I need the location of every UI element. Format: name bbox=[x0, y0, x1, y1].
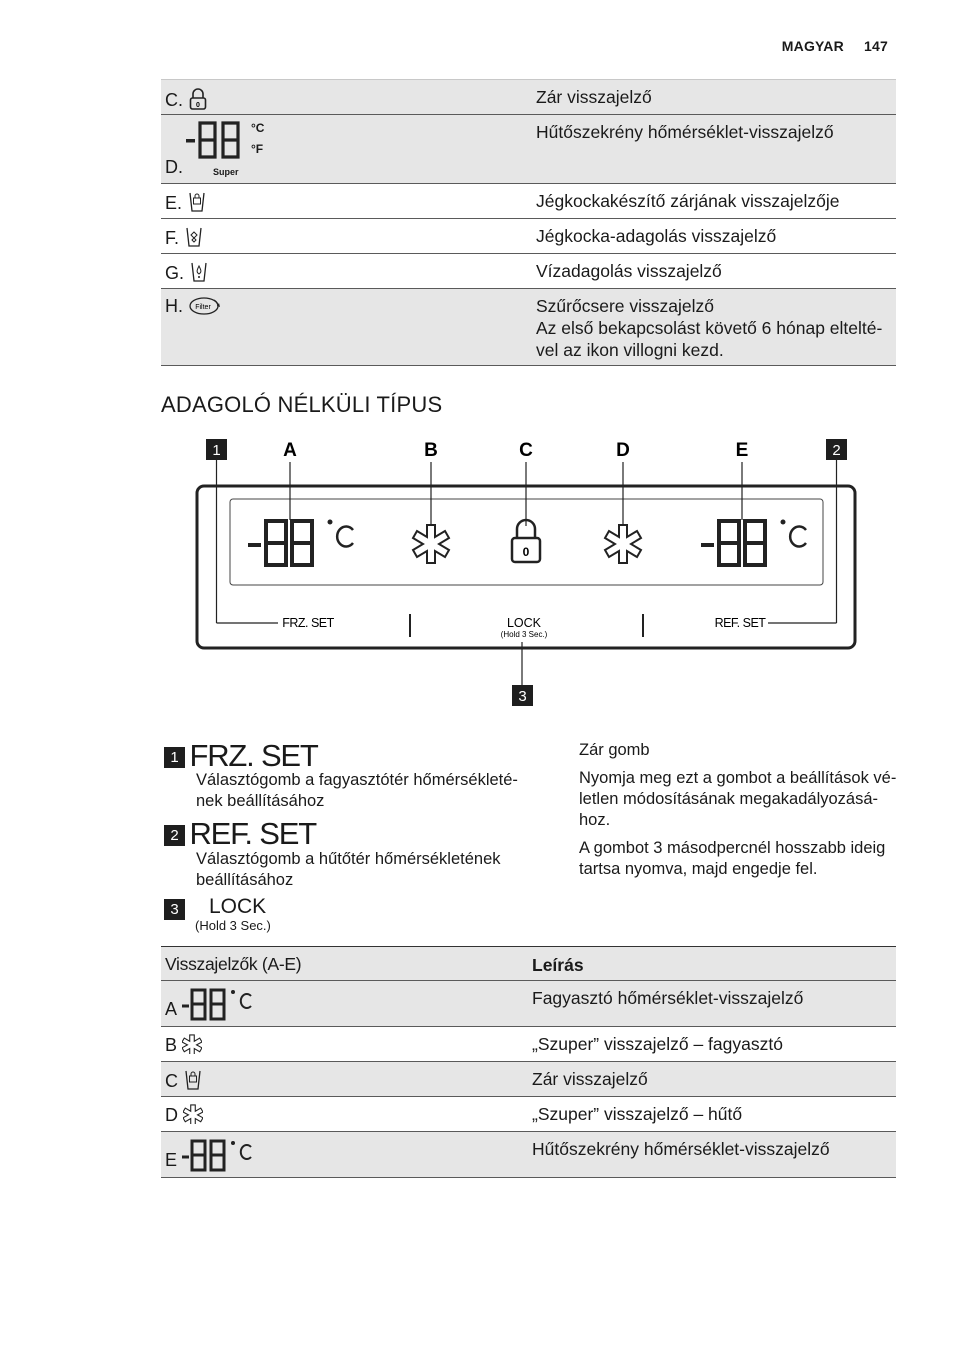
lock-info-line: A gombot 3 másodpercnél hosszabb ideig bbox=[579, 839, 886, 857]
row-letter: D bbox=[165, 1105, 178, 1125]
table-header-row bbox=[161, 947, 896, 981]
legend-title-1: FRZ. SET bbox=[189, 738, 318, 773]
lock-info-line: Nyomja meg ezt a gombot a beállítások vé- bbox=[579, 769, 897, 787]
lock-info-line: tartsa nyomva, majd engedje fel. bbox=[579, 860, 818, 878]
table-row bbox=[161, 80, 896, 115]
row-desc: Hűtőszekrény hőmérséklet-visszajelző bbox=[532, 115, 896, 184]
row-letter: D. bbox=[165, 157, 183, 177]
page-header bbox=[766, 38, 888, 54]
snowflake-icon bbox=[605, 525, 641, 563]
ref-set-button[interactable]: REF. SET bbox=[714, 616, 766, 630]
row-letter: C. bbox=[165, 90, 183, 110]
ice-cube-dispense-icon bbox=[184, 226, 204, 248]
legend-desc-line: Választógomb a hűtőtér hőmérsékletének bbox=[196, 850, 501, 868]
legend-title-3: LOCK bbox=[209, 895, 267, 918]
label-d: D bbox=[616, 440, 630, 461]
page-number: 147 bbox=[864, 38, 888, 54]
table-row bbox=[161, 289, 896, 366]
label-e: E bbox=[735, 440, 749, 461]
legend-desc-1 bbox=[196, 770, 518, 812]
legend-num-2: 2 bbox=[164, 825, 185, 846]
row-desc: „Szuper” visszajelző – hűtő bbox=[528, 1097, 896, 1132]
water-dispense-icon bbox=[189, 261, 209, 283]
snowflake-icon bbox=[413, 525, 449, 563]
svg-text:0: 0 bbox=[522, 545, 530, 559]
legend-desc-line: beállításához bbox=[196, 871, 294, 889]
snowflake-icon bbox=[182, 1034, 202, 1054]
row-letter: C bbox=[165, 1071, 178, 1091]
ice-maker-lock-icon bbox=[187, 191, 207, 213]
table-row bbox=[161, 1097, 896, 1132]
lock-info-title: Zár gomb bbox=[579, 741, 650, 759]
row-letter: F. bbox=[165, 228, 180, 248]
unit-fahrenheit: °F bbox=[251, 142, 264, 156]
table-row bbox=[161, 115, 896, 184]
freezer-temp-display bbox=[248, 521, 312, 565]
label-a: A bbox=[283, 440, 297, 461]
lock-info bbox=[579, 740, 896, 880]
row-desc: „Szuper” visszajelző – fagyasztó bbox=[528, 1027, 896, 1062]
super-label: Super bbox=[213, 167, 239, 177]
lock-icon bbox=[188, 88, 208, 110]
indicator-table-bottom bbox=[161, 946, 896, 1178]
row-desc-line3: vel az ikon villogni kezd. bbox=[536, 340, 724, 360]
ice-maker-lock-icon bbox=[183, 1069, 203, 1091]
row-desc-line2: Az első bekapcsolást követő 6 hónap eltelté- bbox=[536, 318, 883, 338]
table-row bbox=[161, 184, 896, 219]
lock-info-line: hoz. bbox=[579, 811, 611, 829]
legend-desc-line: Választógomb a fagyasztótér hőmérsékleté- bbox=[196, 771, 518, 789]
legend-item-3 bbox=[164, 899, 185, 920]
legend-num-3: 3 bbox=[164, 899, 185, 920]
legend-desc-line: nek beállításához bbox=[196, 792, 325, 810]
row-desc: Vízadagolás visszajelző bbox=[532, 254, 896, 289]
label-b: B bbox=[424, 440, 438, 461]
callout-2: 2 bbox=[832, 442, 841, 459]
column-header-description: Leírás bbox=[528, 947, 896, 981]
filter-icon bbox=[188, 296, 222, 316]
row-letter: E bbox=[165, 1150, 178, 1170]
table-row bbox=[161, 1132, 896, 1178]
unit-celsius: °C bbox=[251, 121, 265, 135]
table-row bbox=[161, 981, 896, 1027]
row-desc: Jégkockakészítő zárjának visszajelzője bbox=[532, 184, 896, 219]
seven-segment-display-icon bbox=[181, 1138, 261, 1174]
control-panel-diagram bbox=[190, 436, 870, 716]
legend-num-1: 1 bbox=[164, 747, 185, 768]
callout-3: 3 bbox=[518, 688, 527, 705]
legend-hold-3: (Hold 3 Sec.) bbox=[195, 918, 271, 933]
row-letter: B bbox=[165, 1035, 178, 1055]
lock-hold-label: (Hold 3 Sec.) bbox=[500, 630, 548, 639]
indicator-table-top bbox=[161, 79, 896, 366]
table-row bbox=[161, 254, 896, 289]
legend-item-2 bbox=[164, 816, 316, 852]
table-row bbox=[161, 219, 896, 254]
row-desc: Zár visszajelző bbox=[532, 80, 896, 115]
frz-set-button[interactable]: FRZ. SET bbox=[282, 616, 334, 630]
legend-title-2: REF. SET bbox=[189, 816, 316, 851]
lock-info-line: letlen módosításának megakadályozásá- bbox=[579, 790, 879, 808]
language-label: MAGYAR bbox=[781, 38, 844, 54]
callout-1: 1 bbox=[212, 442, 221, 459]
row-letter: G. bbox=[165, 263, 185, 283]
lock-button[interactable]: LOCK bbox=[506, 616, 542, 630]
row-desc: Jégkocka-adagolás visszajelző bbox=[532, 219, 896, 254]
table-row bbox=[161, 1062, 896, 1097]
table-row bbox=[161, 1027, 896, 1062]
column-header-indicators: Visszajelzők (A-E) bbox=[161, 947, 528, 981]
filter-icon-text: Filter bbox=[195, 304, 211, 311]
seven-segment-display-icon bbox=[185, 121, 245, 161]
legend-item-1 bbox=[164, 738, 318, 774]
row-desc: Hűtőszekrény hőmérséklet-visszajelző bbox=[528, 1132, 896, 1178]
row-letter: H. bbox=[165, 296, 183, 316]
row-desc: Zár visszajelző bbox=[528, 1062, 896, 1097]
seven-segment-display-icon bbox=[181, 987, 261, 1023]
snowflake-icon bbox=[183, 1104, 203, 1124]
row-letter: E. bbox=[165, 193, 183, 213]
row-desc: Fagyasztó hőmérséklet-visszajelző bbox=[528, 981, 896, 1027]
row-desc: Szűrőcsere visszajelző bbox=[536, 296, 714, 316]
legend-desc-2 bbox=[196, 849, 501, 891]
label-c: C bbox=[519, 440, 533, 461]
section-title: ADAGOLÓ NÉLKÜLI TÍPUS bbox=[161, 392, 443, 417]
svg-text:0: 0 bbox=[195, 102, 200, 109]
row-letter: A bbox=[165, 999, 178, 1019]
fridge-temp-display bbox=[701, 521, 765, 565]
